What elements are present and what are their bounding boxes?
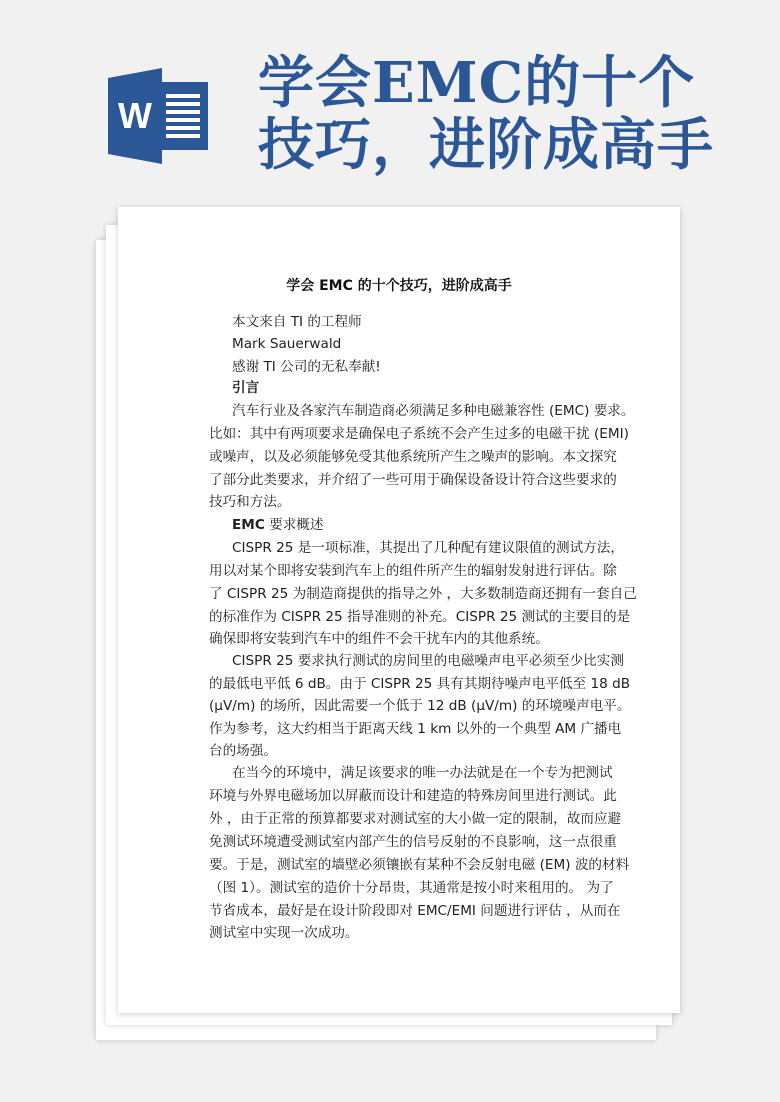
word-icon-letter: W (118, 95, 152, 136)
paragraph-line: 比如：其中有两项要求是确保电子系统不会产生过多的电磁干扰 (EMI) (209, 426, 629, 442)
paragraph-line: 节省成本，最好是在设计阶段即对 EMC/EMI 问题进行评估 ，从而在 (209, 903, 621, 919)
paragraph-line: 测试室中实现一次成功。 (209, 925, 359, 941)
paragraph-line: 在当今的环境中，满足该要求的唯一办法就是在一个专为把测试 (232, 765, 613, 781)
paragraph-line: (μV/m) 的场所，因此需要一个低于 12 dB (μV/m) 的环境噪声电平。 (209, 698, 631, 714)
section-heading-emc: EMC 要求概述 (232, 517, 324, 533)
paragraph-line: 用以对某个即将安装到汽车上的组件所产生的辐射发射进行评估。除 (209, 563, 617, 579)
paragraph-line: 作为参考，这大约相当于距离天线 1 km 以外的一个典型 AM 广播电 (209, 721, 622, 737)
document-page (118, 207, 680, 1013)
intro-line: 本文来自 TI 的工程师 (232, 314, 362, 330)
paragraph-line: 台的场强。 (209, 743, 277, 759)
paragraph-line: 的标准作为 CISPR 25 指导准则的补充。CISPR 25 测试的主要目的是 (209, 609, 631, 625)
paragraph-line: 或噪声，以及必须能够免受其他系统所产生之噪声的影响。本文探究 (209, 449, 617, 465)
paragraph-line: CISPR 25 要求执行测试的房间里的电磁噪声电平必须至少比实测 (232, 653, 624, 669)
paragraph-line: 外 ，由于正常的预算都要求对测试室的大小做一定的限制，故而应避 (209, 811, 622, 827)
word-document-icon (108, 68, 212, 164)
banner-title-line2: 技巧，进阶成高手 (258, 112, 714, 178)
intro-line: Mark Sauerwald (232, 336, 342, 352)
document-title: 学会 EMC 的十个技巧，进阶成高手 (286, 278, 512, 294)
paragraph-line: 要。于是，测试室的墙壁必须镶嵌有某种不会反射电磁 (EM) 波的材料 (209, 857, 630, 873)
section-heading-emc-rest: 要求概述 (264, 517, 324, 533)
banner-title-line1: 学会EMC的十个 (258, 50, 696, 116)
section-heading-intro: 引言 (232, 380, 260, 396)
paragraph-line: 确保即将安装到汽车中的组件不会干扰车内的其他系统。 (209, 631, 549, 647)
paragraph-line: （图 1）。测试室的造价十分昂贵，其通常是按小时来租用的。 为了 (209, 880, 614, 896)
paragraph-line: 汽车行业及各家汽车制造商必须满足多种电磁兼容性 (EMC) 要求。 (232, 403, 635, 419)
paragraph-line: 的最低电平低 6 dB。由于 CISPR 25 具有其期待噪声电平低至 18 dB (209, 676, 631, 692)
paragraph-line: 了 CISPR 25 为制造商提供的指导之外 ，大多数制造商还拥有一套自己 (209, 586, 637, 602)
paragraph-line: 环境与外界电磁场加以屏蔽而设计和建造的特殊房间里进行测试。此 (209, 788, 617, 804)
paragraph-line: 免测试环境遭受测试室内部产生的信号反射的不良影响，这一点很重 (209, 834, 617, 850)
banner-title (258, 52, 714, 176)
paragraph-line: CISPR 25 是一项标准，其提出了几种配有建议限值的测试方法， (232, 540, 624, 556)
paragraph-line: 了部分此类要求，并介绍了一些可用于确保设备设计符合这些要求的 (209, 472, 617, 488)
intro-line: 感谢 TI 公司的无私奉献! (232, 359, 381, 375)
paragraph-line: 技巧和方法。 (209, 494, 291, 510)
